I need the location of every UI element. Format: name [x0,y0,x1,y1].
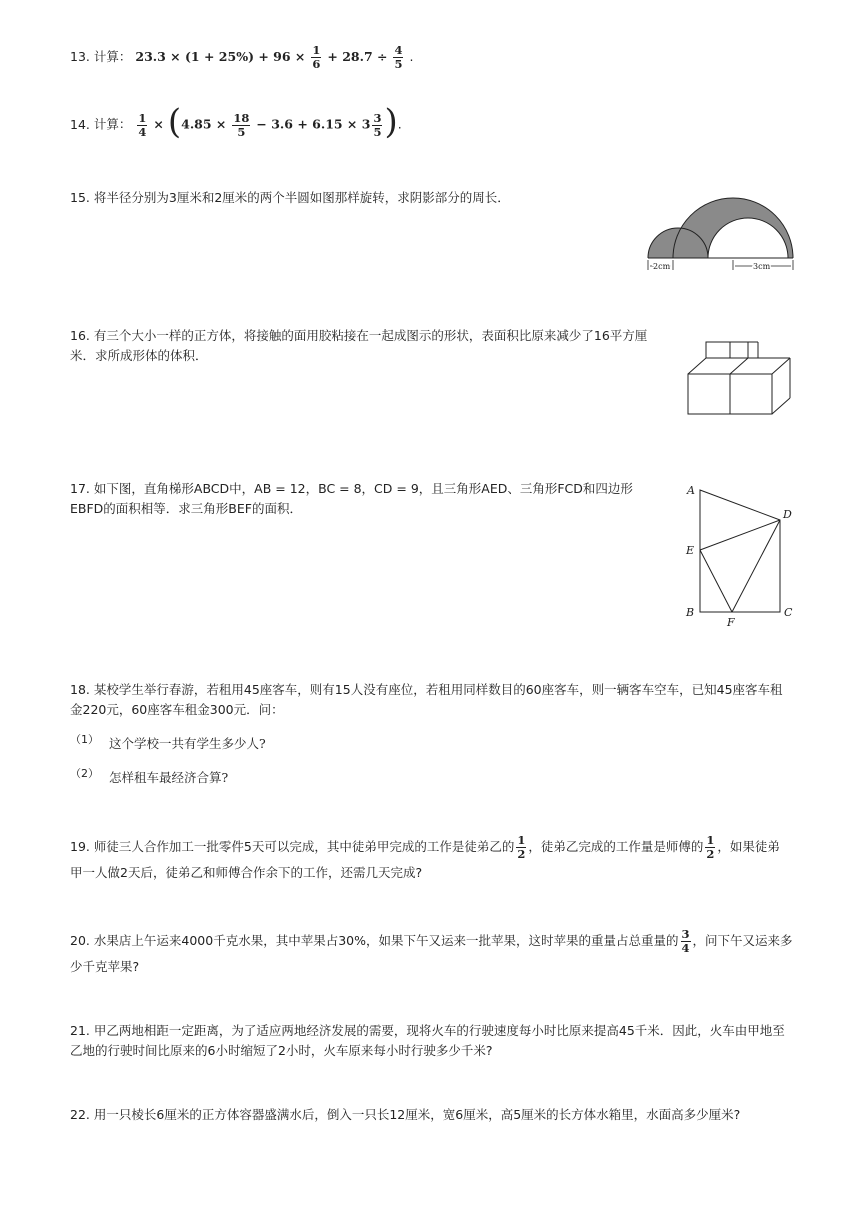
fraction [232,112,250,139]
denominator: 5 [237,124,246,139]
question-text: 将半径分别为3厘米和2厘米的两个半圆如图那样旋转，求阴影部分的周长． [93,190,510,205]
expression-part: + 28.7 ÷ [327,49,388,64]
question-text-line1: 甲乙两地相距一定距离，为了适应两地经济发展的需要，现将火车的行驶速度每小时比原来提高45千米．因此，火车由甲地至 [93,1023,785,1038]
numerator: 18 [233,110,250,125]
cubes-figure [682,338,792,418]
question-text-line2: 甲一人做2天后，徒弟乙和师傅合作余下的工作，还需几天完成? [70,865,423,880]
question-prefix: 计算： [93,116,132,132]
question-19 [70,834,780,883]
question-number: 16. [70,328,90,343]
numerator: 1 [706,833,715,847]
numerator: 1 [517,833,526,847]
question-text-line2: EBFD的面积相等．求三角形BEF的面积． [70,501,302,516]
sub-text: 怎样租车最经济合算? [109,770,229,785]
numerator: 3 [373,110,382,125]
question-number: 18. [70,682,90,697]
point-F: F [727,616,735,629]
question-17 [70,479,633,519]
question-number: 14. [70,116,90,132]
question-text-line1: 某校学生举行春游，若租用45座客车，则有15人没有座位，若租用同样数目的60座客车，则一辆客车空车，已知45座客车租 [93,682,783,697]
point-A: A [687,484,695,497]
question-text-line2: 金220元，60座客车租金300元．问： [70,702,284,717]
label-2cm: 2cm [653,262,671,271]
question-text-line2: 乙地的行驶时间比原来的6小时缩短了2小时，火车原来每小时行驶多少千米? [70,1043,493,1058]
question-number: 13. [70,49,90,64]
fraction [311,44,321,71]
label-3cm: 3cm [753,262,771,271]
question-18 [70,680,783,720]
sub-label: （2） [70,767,99,780]
semicircles-figure [640,190,805,275]
right-paren: ) [384,102,398,142]
numerator: 3 [681,927,690,941]
sub-question-2 [70,768,228,786]
question-text-b: ，问下午又运来多 [692,933,793,948]
point-C: C [784,606,793,619]
numerator: 1 [138,110,147,125]
denominator: 6 [312,57,321,71]
denominator: 5 [394,57,403,71]
point-E: E [686,544,695,557]
sub-label: （1） [70,733,99,746]
period: . [397,116,402,132]
question-text-line2: 米．求所成形体的体积． [70,348,208,363]
fraction [516,834,526,861]
sub-question-1 [70,734,266,752]
period: . [409,49,414,64]
fraction [393,44,403,71]
question-21 [70,1021,785,1061]
question-number: 19. [70,839,90,854]
expression-part: − 3.6 + 6.15 × 3 [256,116,371,132]
question-number: 22. [70,1107,90,1122]
question-20 [70,928,793,977]
question-number: 20. [70,933,90,948]
trapezoid-figure [682,480,802,630]
denominator: 4 [681,941,690,955]
question-text-line1: 有三个大小一样的正方体，将接触的面用胶粘接在一起成图示的形状，表面积比原来减少了16平方厘 [93,328,648,343]
shaded-region [648,198,793,258]
question-number: 15. [70,190,90,205]
fraction [137,112,147,139]
expression-part: 23.3 × (1 + 25%) + 96 × [135,49,306,64]
question-text-a: 师徒三人合作加工一批零件5天可以完成，其中徒弟甲完成的工作是徒弟乙的 [93,839,515,854]
left-paren: ( [167,102,182,142]
question-text-b: ，徒弟乙完成的工作量是师傅的 [528,839,704,854]
question-text-line2: 少千克苹果? [70,959,140,974]
denominator: 4 [138,124,147,139]
question-text-line1: 用一只棱长6厘米的正方体容器盛满水后，倒入一只长12厘米，宽6厘米，高5厘米的长方体水箱里，水面高多少厘米? [93,1107,741,1122]
expression-part: 4.85 × [181,116,227,132]
denominator: 2 [517,847,526,861]
fraction [705,834,715,861]
question-13 [70,44,413,71]
sub-text: 这个学校一共有学生多少人? [109,736,266,751]
question-text-line1: 如下图，直角梯形ABCD中，AB = 12，BC = 8，CD = 9，且三角形AED、三角形FCD和四边形 [93,481,633,496]
times-sign: × [153,116,164,132]
point-B: B [686,606,695,619]
question-14 [70,102,402,142]
question-number: 17. [70,481,90,496]
numerator: 4 [394,43,403,57]
denominator: 2 [706,847,715,861]
question-15 [70,188,510,208]
denominator: 5 [373,124,382,139]
question-22 [70,1105,740,1125]
numerator: 1 [312,43,321,57]
point-D: D [783,508,792,521]
fraction [372,112,382,139]
question-text-c: ，如果徒弟 [717,839,780,854]
question-number: 21. [70,1023,90,1038]
question-16 [70,326,647,366]
question-text-a: 水果店上午运来4000千克水果，其中苹果占30%，如果下午又运来一批苹果，这时苹果的重量占总重量的 [93,933,679,948]
question-prefix: 计算： [93,49,132,64]
fraction [681,928,691,955]
